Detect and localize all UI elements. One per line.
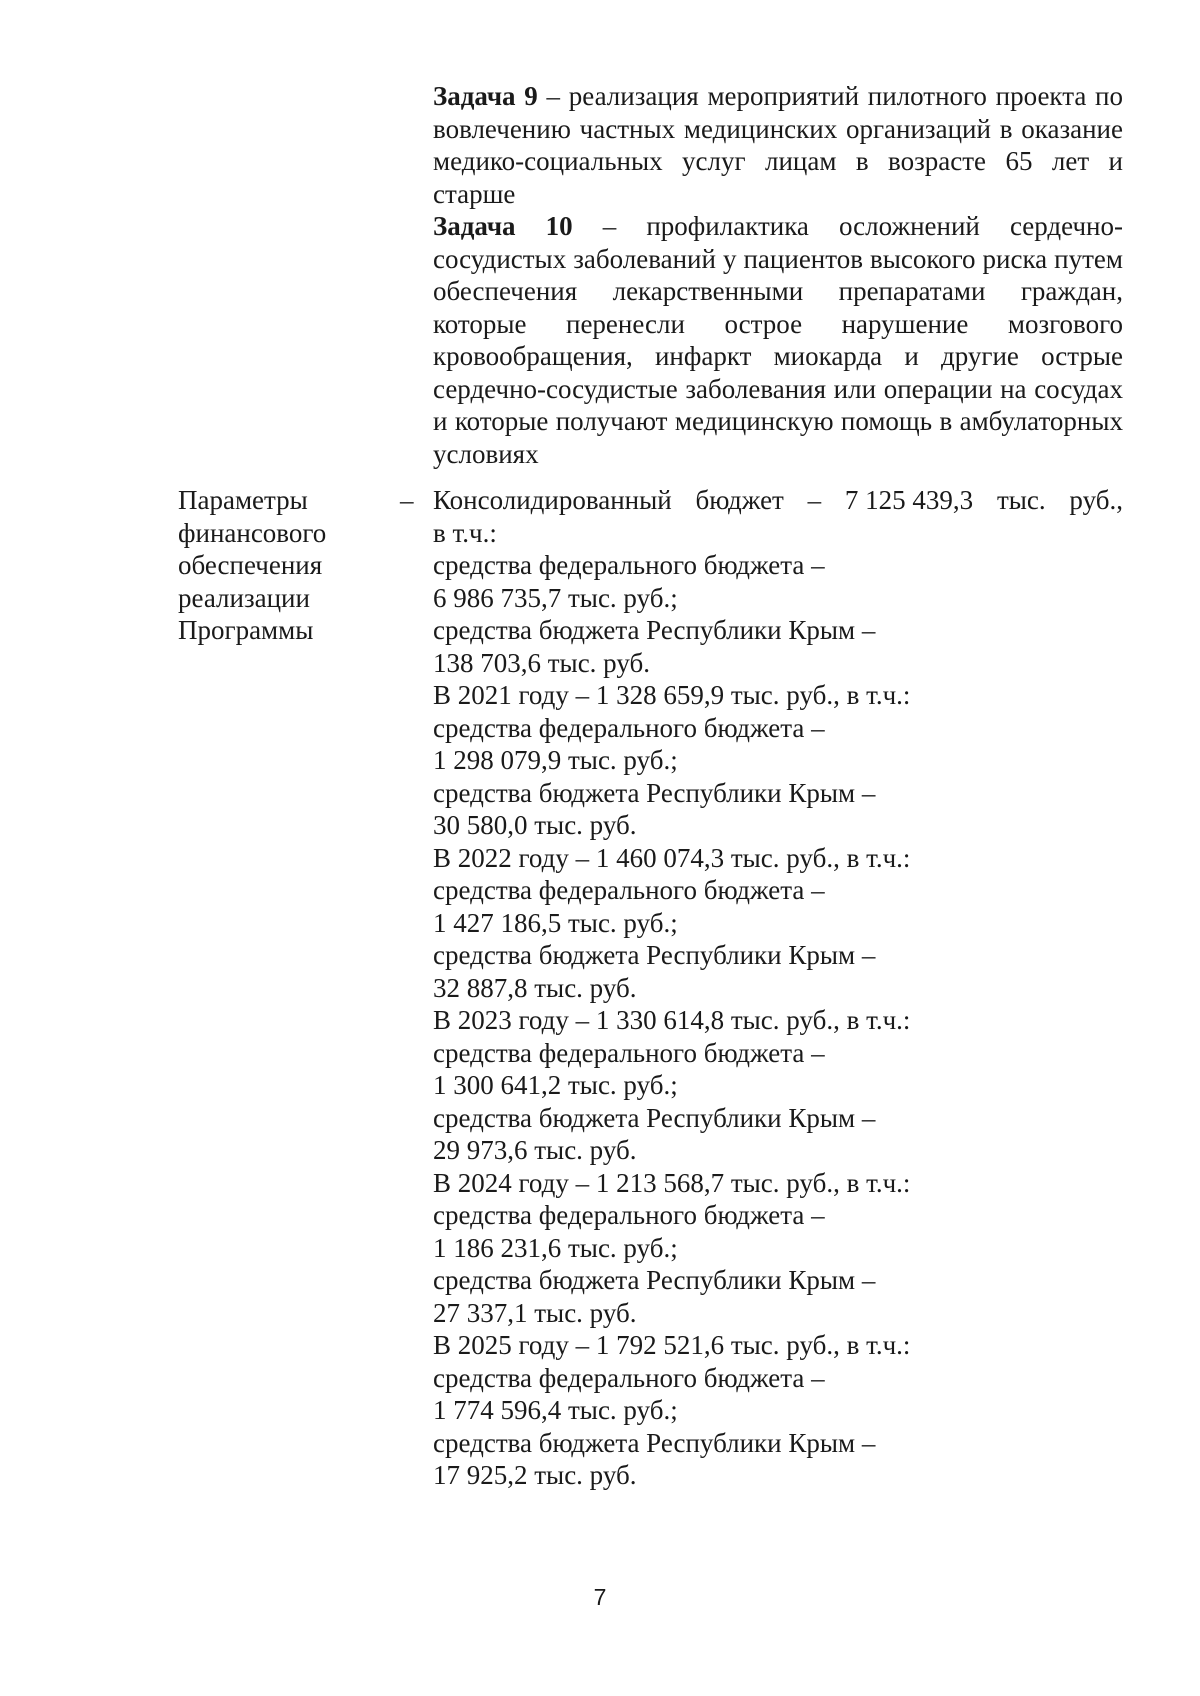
finance-line: В 2021 году – 1 328 659,9 тыс. руб., в т.ч.:	[433, 680, 911, 710]
task-label: Задача 9	[433, 81, 538, 111]
finance-line: средства бюджета Республики Крым –	[433, 1427, 876, 1458]
finance-parameters-label	[178, 484, 368, 647]
consolidated-continuation: в т.ч.:	[433, 517, 497, 548]
consolidated-budget-line	[433, 484, 1123, 517]
consolidated-amount: 7 125 439,3	[844, 485, 974, 515]
finance-line: 27 337,1 тыс. руб.	[433, 1297, 637, 1328]
finance-line: В 2025 году – 1 792 521,6 тыс. руб., в т.ч.:	[433, 1330, 911, 1360]
word: –	[807, 485, 822, 515]
word: тыс.	[996, 485, 1046, 515]
label-line: реализации	[178, 582, 310, 613]
finance-line: средства федерального бюджета –	[433, 712, 825, 743]
finance-lines	[433, 549, 1123, 1492]
finance-line: средства бюджета Республики Крым –	[433, 1102, 876, 1133]
finance-line: 30 580,0 тыс. руб.	[433, 810, 637, 840]
label-line: финансового	[178, 517, 327, 548]
label-line: обеспечения	[178, 550, 323, 580]
finance-line: средства федерального бюджета –	[433, 1200, 825, 1230]
finance-line: средства бюджета Республики Крым –	[433, 1265, 876, 1295]
finance-line: средства бюджета Республики Крым –	[433, 940, 876, 970]
finance-line: 138 703,6 тыс. руб.	[433, 647, 650, 678]
finance-line: средства бюджета Республики Крым –	[433, 615, 876, 645]
finance-line: 1 774 596,4 тыс. руб.;	[433, 1395, 678, 1425]
word: Консолидированный	[433, 485, 672, 515]
task-10-paragraph	[433, 210, 1123, 470]
finance-line: 6 986 735,7 тыс. руб.;	[433, 582, 678, 613]
finance-line: средства федерального бюджета –	[433, 875, 825, 905]
finance-line: 1 186 231,6 тыс. руб.;	[433, 1232, 678, 1263]
page-number: 7	[593, 1584, 607, 1610]
finance-line: В 2023 году – 1 330 614,8 тыс. руб., в т.ч.:	[433, 1005, 911, 1035]
task-label: Задача 10	[433, 211, 573, 241]
label-line: Программы	[178, 615, 314, 645]
finance-line: В 2022 году – 1 460 074,3 тыс. руб., в т.ч.:	[433, 842, 911, 873]
word: руб.,	[1069, 485, 1123, 515]
label-line: Параметры	[178, 485, 308, 515]
finance-line: 29 973,6 тыс. руб.	[433, 1135, 637, 1165]
finance-line: 1 298 079,9 тыс. руб.;	[433, 745, 678, 775]
finance-values	[433, 484, 1123, 1492]
finance-line: 17 925,2 тыс. руб.	[433, 1460, 637, 1490]
finance-line: 32 887,8 тыс. руб.	[433, 972, 637, 1003]
finance-line: 1 427 186,5 тыс. руб.;	[433, 907, 678, 938]
finance-line: 1 300 641,2 тыс. руб.;	[433, 1070, 678, 1100]
task-text: – реализация мероприятий пилотного проекта по вовлечению частных медицинских организаций в оказание медико-социальных услуг лицам в возрасте 65 лет и старше	[433, 81, 1123, 209]
tasks-block	[433, 80, 1123, 470]
finance-line: средства федерального бюджета –	[433, 1037, 825, 1068]
finance-line: В 2024 году – 1 213 568,7 тыс. руб., в т.ч.:	[433, 1167, 911, 1198]
separator-dash: –	[400, 485, 414, 515]
task-text: – профилактика осложнений сердечно-сосудистых заболеваний у пациентов высокого риска путем обеспечения лекарственными препаратами граждан, которые перенесли острое нарушение мозгового кровообращения, инфаркт миокарда и другие острые сердечно-сосудистые заболевания или операции на сосудах и которые получают медицинскую помощь в амбулаторных условиях	[433, 211, 1123, 469]
word: бюджет	[695, 485, 784, 515]
finance-line: средства федерального бюджета –	[433, 550, 825, 580]
task-9-paragraph	[433, 80, 1123, 210]
finance-line: средства бюджета Республики Крым –	[433, 777, 876, 808]
finance-line: средства федерального бюджета –	[433, 1362, 825, 1393]
